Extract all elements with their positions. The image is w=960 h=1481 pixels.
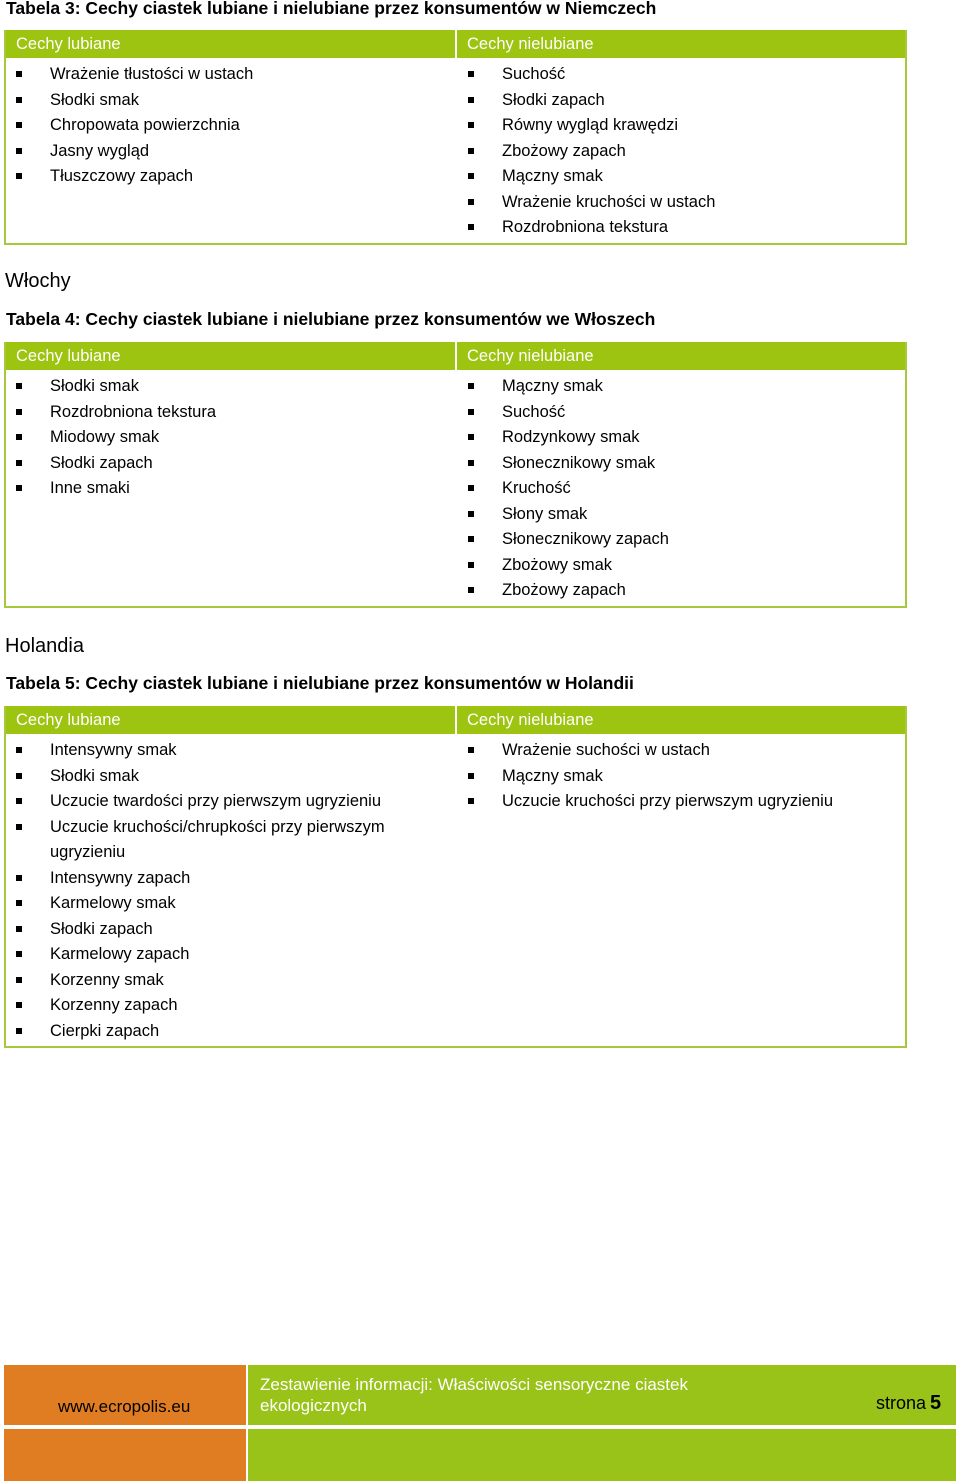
list-item: Słodki smak xyxy=(6,88,457,114)
list-item: Słonecznikowy smak xyxy=(457,451,905,477)
section-heading-italy: Włochy xyxy=(5,270,71,292)
list-item: Równy wygląd krawędzi xyxy=(457,113,905,139)
liked-header: Cechy lubiane xyxy=(6,706,457,734)
footer-page-number xyxy=(876,1392,941,1415)
disliked-list xyxy=(457,374,905,604)
footer-orange-block xyxy=(4,1365,246,1481)
disliked-list xyxy=(457,62,905,241)
disliked-list xyxy=(457,738,905,815)
list-item: Karmelowy zapach xyxy=(6,942,417,968)
list-item: Mączny smak xyxy=(457,164,905,190)
footer-divider xyxy=(4,1425,956,1429)
liked-list xyxy=(6,62,457,190)
list-item: Intensywny smak xyxy=(6,738,417,764)
table-5-netherlands xyxy=(4,706,907,1048)
list-item: Suchość xyxy=(457,400,905,426)
list-item: Tłuszczowy zapach xyxy=(6,164,457,190)
list-item: Słodki zapach xyxy=(6,451,457,477)
table-header-row xyxy=(6,706,905,734)
list-item: Wrażenie suchości w ustach xyxy=(457,738,905,764)
list-item: Suchość xyxy=(457,62,905,88)
list-item: Uczucie kruchości/chrupkości przy pierwszym ugryzieniu xyxy=(6,815,417,866)
list-item: Słodki smak xyxy=(6,374,457,400)
table-4-caption: Tabela 4: Cechy ciastek lubiane i nielubiane przez konsumentów we Włoszech xyxy=(6,309,656,329)
table-3-germany xyxy=(4,30,907,245)
list-item: Jasny wygląd xyxy=(6,139,457,165)
section-heading-netherlands: Holandia xyxy=(5,635,84,657)
footer-website-link[interactable]: www.ecropolis.eu xyxy=(58,1397,191,1416)
list-item: Intensywny zapach xyxy=(6,866,417,892)
footer-document-title: Zestawienie informacji: Właściwości sensoryczne ciastek ekologicznych xyxy=(260,1375,688,1415)
disliked-header: Cechy nielubiane xyxy=(467,711,594,729)
list-item: Rozdrobniona tekstura xyxy=(6,400,457,426)
liked-list xyxy=(6,374,457,502)
list-item: Słonecznikowy zapach xyxy=(457,527,905,553)
list-item: Wrażenie kruchości w ustach xyxy=(457,190,905,216)
liked-list xyxy=(6,738,417,1044)
list-item: Zbożowy zapach xyxy=(457,578,905,604)
list-item: Zbożowy smak xyxy=(457,553,905,579)
table-header-row xyxy=(6,30,905,58)
list-item: Słodki zapach xyxy=(457,88,905,114)
disliked-header: Cechy nielubiane xyxy=(467,347,594,365)
liked-header: Cechy lubiane xyxy=(6,30,457,58)
list-item: Zbożowy zapach xyxy=(457,139,905,165)
list-item: Uczucie twardości przy pierwszym ugryzieniu xyxy=(6,789,417,815)
page-footer xyxy=(4,1365,956,1481)
liked-header: Cechy lubiane xyxy=(6,342,457,370)
list-item: Cierpki zapach xyxy=(6,1019,417,1045)
table-3-caption: Tabela 3: Cechy ciastek lubiane i nielubiane przez konsumentów w Niemczech xyxy=(6,0,657,18)
list-item: Chropowata powierzchnia xyxy=(6,113,457,139)
list-item: Uczucie kruchości przy pierwszym ugryzieniu xyxy=(457,789,905,815)
page-number: 5 xyxy=(930,1392,942,1414)
list-item: Korzenny zapach xyxy=(6,993,417,1019)
list-item: Słodki smak xyxy=(6,764,417,790)
list-item: Słony smak xyxy=(457,502,905,528)
page-label: strona xyxy=(876,1393,927,1413)
list-item: Miodowy smak xyxy=(6,425,457,451)
list-item: Inne smaki xyxy=(6,476,457,502)
table-header-row xyxy=(6,342,905,370)
list-item: Mączny smak xyxy=(457,374,905,400)
table-5-caption: Tabela 5: Cechy ciastek lubiane i nielubiane przez konsumentów w Holandii xyxy=(6,673,634,693)
list-item: Rozdrobniona tekstura xyxy=(457,215,905,241)
table-4-italy xyxy=(4,342,907,608)
list-item: Rodzynkowy smak xyxy=(457,425,905,451)
list-item: Kruchość xyxy=(457,476,905,502)
list-item: Mączny smak xyxy=(457,764,905,790)
list-item: Karmelowy smak xyxy=(6,891,417,917)
list-item: Korzenny smak xyxy=(6,968,417,994)
list-item: Wrażenie tłustości w ustach xyxy=(6,62,457,88)
list-item: Słodki zapach xyxy=(6,917,417,943)
disliked-header: Cechy nielubiane xyxy=(467,35,594,53)
